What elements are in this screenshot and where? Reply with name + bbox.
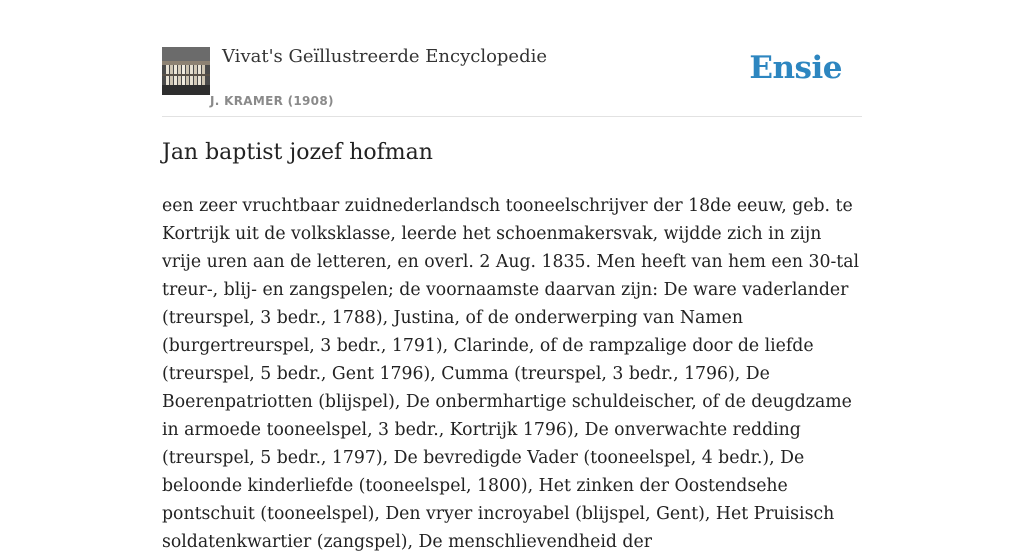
book-spines-icon	[162, 47, 210, 95]
article-body: een zeer vruchtbaar zuidnederlandsch tooneelschrijver der 18de eeuw, geb. te Kortrijk uit de volksklasse, leerde het schoenmakersvak, wijdde zich in zijn vrije uren aan de letteren, en overl. 2 Aug. 1835. Men heeft van hem een 30-tal treur-, blij- en zangspelen; de voornaamste daarvan zijn: De ware vaderlander (treurspel, 3 bedr., 1788), Justina, of de onderwerping van Namen (burgertreurspel, 3 bedr., 1791), Clarinde, of de rampzalige door de liefde (treurspel, 5 bedr., Gent 1796), Cumma (treurspel, 3 bedr., 1796), De Boerenpatriotten (blijspel), De onbermhartige schuldeischer, of de deugdzame in armoede tooneelspel, 3 bedr., Kortrijk 1796), De onverwachte redding (treurspel, 5 bedr., 1797), De bevredigde Vader (tooneelspel, 4 bedr.), De beloonde kinderliefde (tooneelspel, 1800), Het zinken der Oostendsehe pontschuit (tooneelspel), Den vryer incroyabel (blijspel, Gent), Het Pruisisch soldatenkwartier (zangspel), De menschlievendheid der	[162, 196, 860, 552]
page-container	[162, 0, 862, 552]
source-title[interactable]: Vivat's Geïllustreerde Encyclopedie	[222, 46, 548, 67]
brand-logo[interactable]: Ensie	[749, 50, 842, 86]
source-header	[162, 0, 862, 117]
source-avatar[interactable]	[162, 47, 210, 95]
article-title: Jan baptist jozef hofman	[162, 140, 433, 165]
source-author[interactable]: J. KRAMER (1908)	[210, 94, 334, 108]
